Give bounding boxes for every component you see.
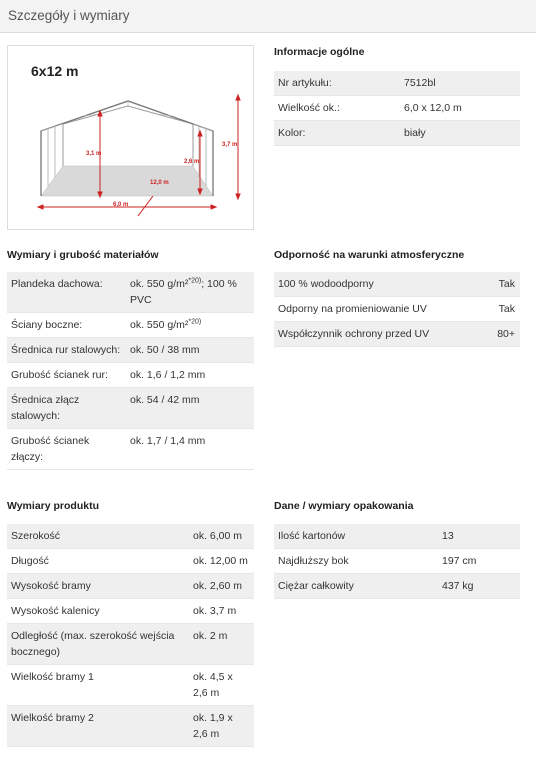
product-dimensions-row — [7, 549, 254, 574]
packaging-value: 437 kg — [438, 574, 520, 599]
product-dimensions-table — [7, 524, 254, 747]
label-height-inner: 3,1 m — [86, 151, 102, 157]
tent-floor — [41, 166, 213, 196]
dimension-lines — [38, 95, 240, 216]
materials-value-main: ok. 550 g/m² — [130, 319, 189, 331]
general-info-value: 6,0 x 12,0 m — [400, 96, 520, 121]
materials-value — [126, 388, 254, 429]
materials-row — [7, 313, 254, 338]
materials-value-main: ok. 1,7 / 1,4 mm — [130, 435, 206, 447]
product-dimensions-row — [7, 599, 254, 624]
packaging-row — [274, 549, 520, 574]
product-dimensions-value: ok. 12,00 m — [189, 549, 254, 574]
materials-value — [126, 272, 254, 313]
product-dimensions-value: ok. 2 m — [189, 624, 254, 665]
product-dimensions-label: Wysokość bramy — [7, 574, 189, 599]
materials-row — [7, 363, 254, 388]
materials-label: Grubość ścianek rur: — [7, 363, 126, 388]
product-dimensions-row — [7, 665, 254, 706]
materials-label: Średnica złącz stalowych: — [7, 388, 126, 429]
general-info-row — [274, 121, 520, 146]
materials-value-main: ok. 1,6 / 1,2 mm — [130, 369, 206, 381]
materials-value — [126, 363, 254, 388]
general-info-title: Informacje ogólne — [274, 46, 365, 58]
weather-value: 80+ — [484, 322, 520, 347]
tent-roof-rafters — [41, 101, 213, 131]
product-dimensions-value: ok. 6,00 m — [189, 524, 254, 549]
packaging-row — [274, 524, 520, 549]
product-dimensions-value: ok. 1,9 x 2,6 m — [189, 706, 254, 747]
product-dimensions-label: Długość — [7, 549, 189, 574]
materials-row — [7, 272, 254, 313]
product-dimensions-row — [7, 624, 254, 665]
general-info-row — [274, 96, 520, 121]
materials-value-footnote: *20) — [188, 318, 202, 326]
weather-value: Tak — [484, 297, 520, 322]
weather-label: Współczynnik ochrony przed UV — [274, 322, 484, 347]
materials-value-main: ok. 50 / 38 mm — [130, 344, 200, 356]
packaging-table — [274, 524, 520, 599]
materials-value — [126, 429, 254, 470]
materials-value — [126, 313, 254, 338]
materials-label: Grubość ścianek złączy: — [7, 429, 126, 470]
packaging-row — [274, 574, 520, 599]
weather-row — [274, 272, 520, 297]
materials-value-footnote: *20) — [188, 277, 202, 285]
materials-title: Wymiary i grubość materiałów — [7, 249, 159, 261]
tent-diagram-title: 6x12 m — [31, 63, 79, 79]
packaging-value: 13 — [438, 524, 520, 549]
packaging-value: 197 cm — [438, 549, 520, 574]
weather-row — [274, 297, 520, 322]
section-header — [0, 0, 536, 33]
materials-row — [7, 429, 254, 470]
general-info-label: Nr artykułu: — [274, 71, 400, 96]
weather-title: Odporność na warunki atmosferyczne — [274, 249, 465, 261]
section-header-title: Szczegóły i wymiary — [8, 8, 130, 23]
product-dimensions-label: Wielkość bramy 1 — [7, 665, 189, 706]
product-dimensions-value: ok. 2,60 m — [189, 574, 254, 599]
materials-value-main: ok. 550 g/m² — [130, 278, 189, 290]
materials-value-main: ok. 54 / 42 mm — [130, 394, 200, 406]
materials-label: Średnica rur stalowych: — [7, 338, 126, 363]
label-width: 6,0 m — [113, 202, 129, 208]
general-info-label: Wielkość ok.: — [274, 96, 400, 121]
materials-value — [126, 338, 254, 363]
packaging-label: Najdłuższy bok — [274, 549, 438, 574]
materials-label: Plandeka dachowa: — [7, 272, 126, 313]
materials-row — [7, 338, 254, 363]
label-height-ridge: 3,7 m — [222, 142, 238, 148]
product-dimensions-label: Odległość (max. szerokość wejścia bocznego) — [7, 624, 189, 665]
materials-label: Ściany boczne: — [7, 313, 126, 338]
product-dimensions-label: Wysokość kalenicy — [7, 599, 189, 624]
product-dimensions-value: ok. 3,7 m — [189, 599, 254, 624]
product-dimensions-row — [7, 524, 254, 549]
product-dimensions-title: Wymiary produktu — [7, 500, 99, 512]
materials-value-extra: ; 100 % PVC — [130, 278, 237, 306]
packaging-title: Dane / wymiary opakowania — [274, 500, 414, 512]
weather-value: Tak — [484, 272, 520, 297]
weather-label: 100 % wodoodporny — [274, 272, 484, 297]
packaging-label: Ilość kartonów — [274, 524, 438, 549]
product-dimensions-row — [7, 574, 254, 599]
weather-table — [274, 272, 520, 347]
general-info-row — [274, 71, 520, 96]
general-info-value: 7512bl — [400, 71, 520, 96]
product-dimensions-label: Szerokość — [7, 524, 189, 549]
product-dimensions-row — [7, 706, 254, 747]
label-height-wall: 2,6 m — [184, 159, 200, 165]
label-length: 12,0 m — [150, 180, 169, 186]
product-dimensions-label: Wielkość bramy 2 — [7, 706, 189, 747]
weather-row — [274, 322, 520, 347]
weather-label: Odporny na promieniowanie UV — [274, 297, 484, 322]
general-info-label: Kolor: — [274, 121, 400, 146]
packaging-label: Ciężar całkowity — [274, 574, 438, 599]
general-info-table — [274, 71, 520, 146]
tent-back-frame — [63, 106, 193, 166]
tent-drawing — [8, 46, 255, 231]
product-dimensions-value: ok. 4,5 x 2,6 m — [189, 665, 254, 706]
materials-table — [7, 272, 254, 470]
general-info-value: biały — [400, 121, 520, 146]
materials-row — [7, 388, 254, 429]
tent-diagram — [7, 45, 254, 230]
